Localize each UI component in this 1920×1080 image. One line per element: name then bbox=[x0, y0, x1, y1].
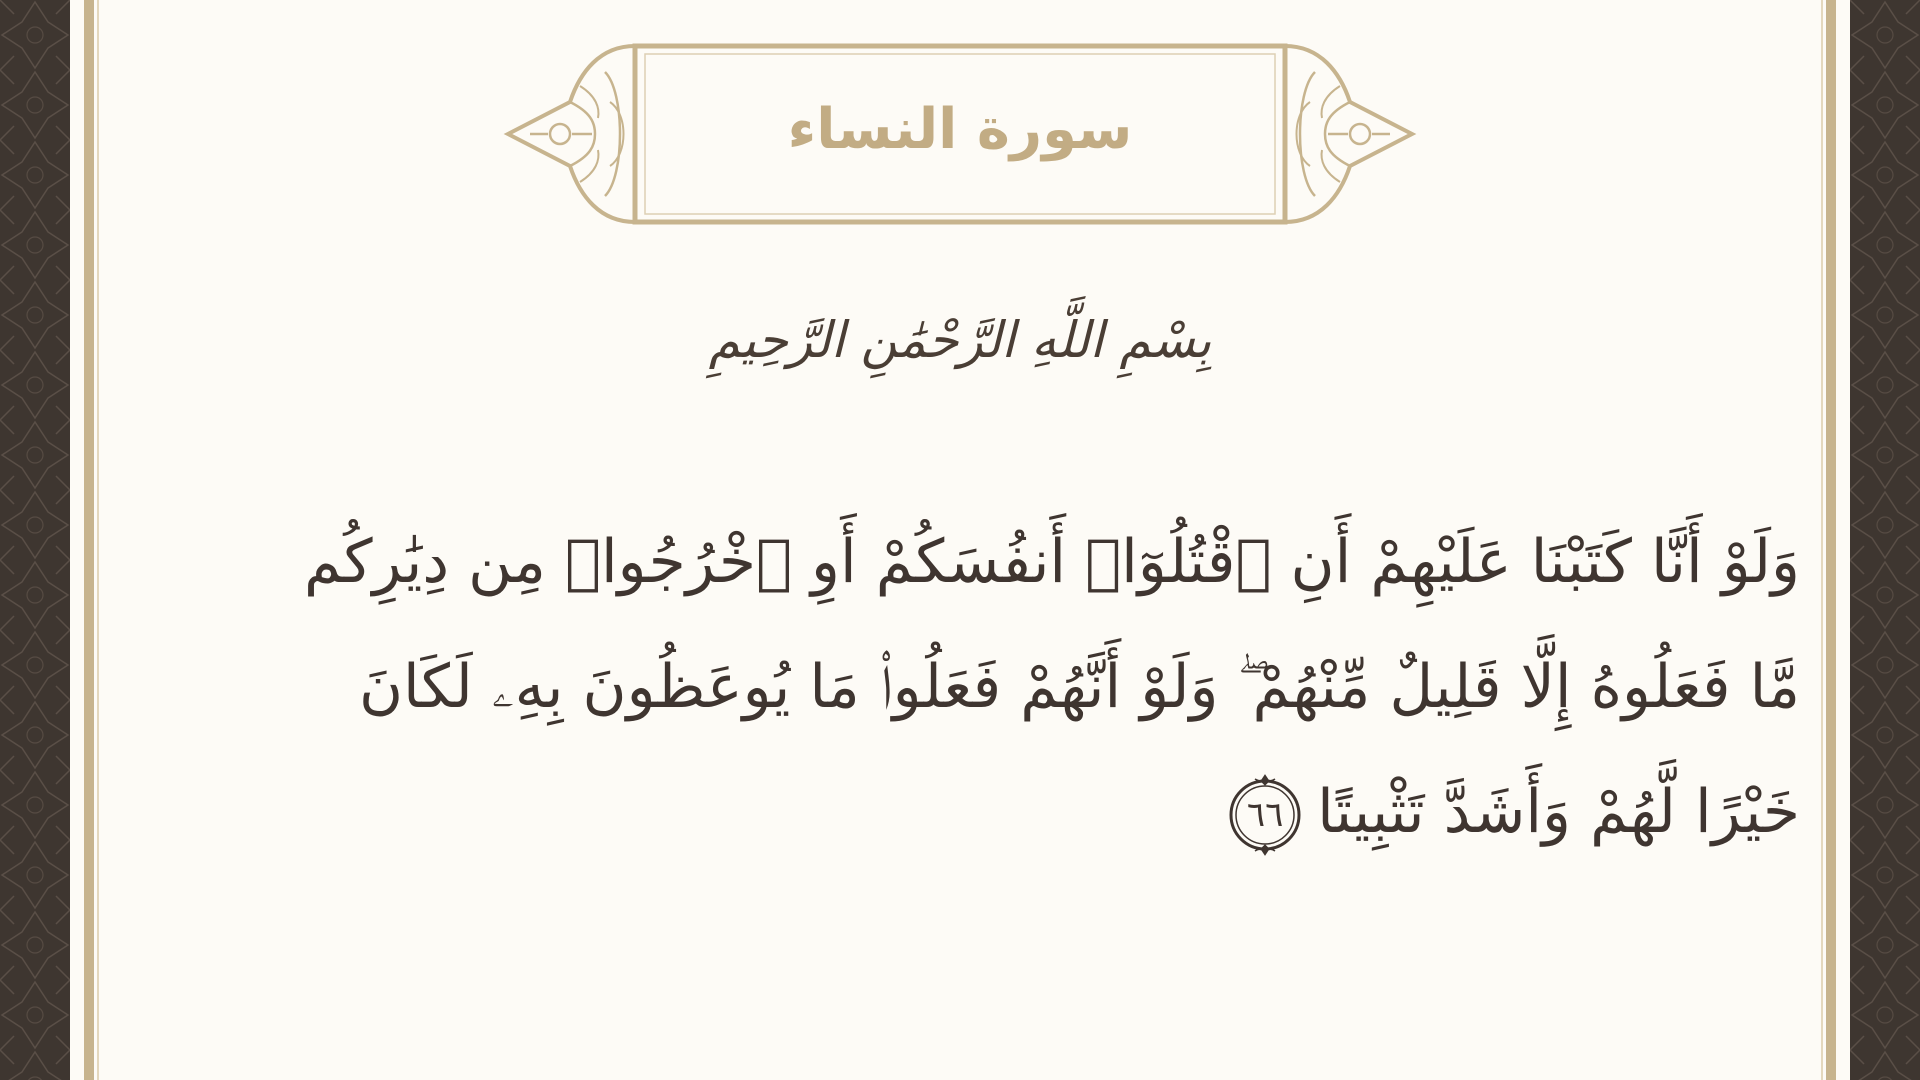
ayah-number: ٦٦ bbox=[1246, 795, 1284, 836]
surah-header bbox=[500, 42, 1420, 226]
verse-line-3 bbox=[330, 750, 1800, 875]
verse-line-2: مَّا فَعَلُوهُ إِلَّا قَلِيلٌ مِّنْهُمْ ۖ وَلَوْ أَنَّهُمْ فَعَلُوا۟ مَا يُوعَظُونَ بِهِۦ لَكَانَ bbox=[358, 652, 1800, 722]
ayah-end-rosette-icon bbox=[1223, 773, 1307, 857]
left-gold-rule bbox=[84, 0, 94, 1080]
left-thin-rule bbox=[97, 0, 99, 1080]
verse-line-3-text: خَيْرًا لَّهُمْ وَأَشَدَّ تَثْبِيتًا bbox=[1317, 777, 1800, 847]
right-gold-rule bbox=[1826, 0, 1836, 1080]
verse-text bbox=[304, 500, 1800, 875]
surah-title: سورة النساء bbox=[787, 97, 1133, 162]
verse-line-1: وَلَوْ أَنَّا كَتَبْنَا عَلَيْهِمْ أَنِ ٱقْتُلُوٓا۟ أَنفُسَكُمْ أَوِ ٱخْرُجُوا۟ مِن دِيَٰرِكُم bbox=[304, 527, 1800, 597]
right-thin-rule bbox=[1821, 0, 1823, 1080]
right-pattern-border bbox=[1850, 0, 1920, 1080]
basmala: بِسْمِ اللَّهِ الرَّحْمَٰنِ الرَّحِيمِ bbox=[708, 311, 1212, 369]
left-pattern-border bbox=[0, 0, 70, 1080]
